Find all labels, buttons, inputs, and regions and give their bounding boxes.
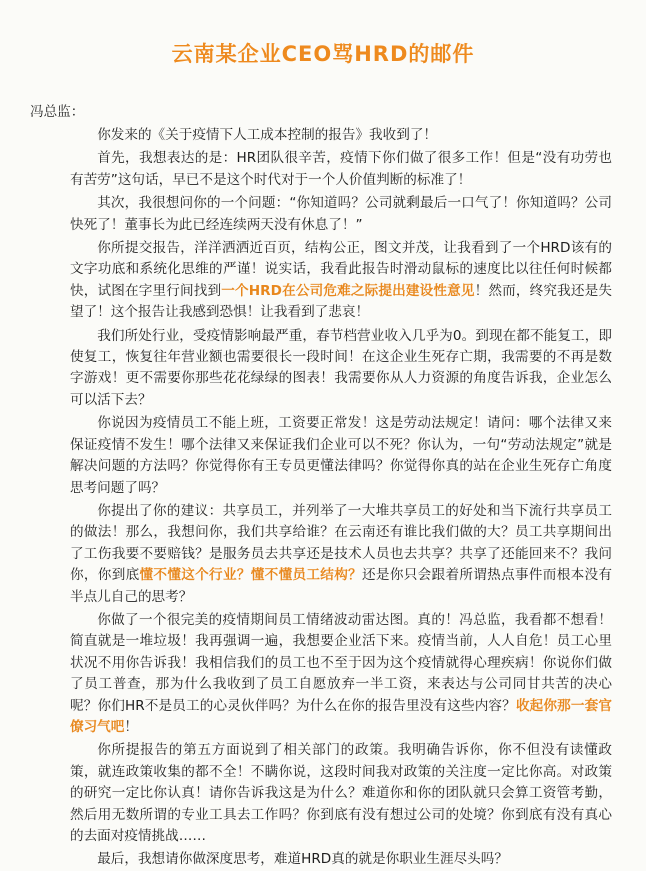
paragraph-9: 你所提报告的第五方面说到了相关部门的政策。我明确告诉你，你不但没有读懂政策，就连政策收集的都不全！不瞒你说，这段时间我对政策的关注度一定比你高。对政策的研究一定比你认真！请你告诉我这是为什么？难道你和你的团队就只会算工资管考勤，然后用无数所谓的专业工具去工作吗？你到底有没有想过公司的处境？你到底有没有真心的去面对疫情挑战…… [70, 742, 612, 844]
paragraph-10: 最后，我想请你做深度思考，难道HRD真的就是你职业生涯尽头吗？ [97, 851, 508, 868]
paragraph-2: 首先，我想表达的是：HR团队很辛苦，疫情下你们做了很多工作！但是“没有功劳也有苦劳”这句话，早已不是这个时代对于一个人价值判断的标准了！ [70, 150, 612, 188]
salutation: 冯总监： [30, 104, 85, 120]
page-title: 云南某企业CEO骂HRD的邮件 [171, 42, 475, 66]
highlight-text: 收起你那一套官僚习气吧 [70, 697, 613, 735]
paragraph-5: 我们所处行业，受疫情影响最严重，春节档营业收入几乎为0。到现在都不能复工，即使复工，恢复往年营业额也需要很长一段时间！在这企业生死存亡期，我需要的不再是数字游戏！更不需要你那些花花绿绿的图表！我需要你从人力资源的角度告诉我，企业怎么可以活下去？ [70, 327, 612, 408]
paragraph-7: 你提出了你的建议：共享员工，并列举了一大堆共享员工的好处和当下流行共享员工的做法！那么，我想问你，我们共享给谁？在云南还有谁比我们做的大？员工共享期间出了工伤我要不要赔钱？是服务员去共享还是技术人员也去共享？共享了还能回来不？我问你，你到底懂不懂这个行业？懂不懂员工结构？还是你只会跟着所谓热点事件而根本没有半点儿自己的思考？ [70, 502, 613, 605]
highlight-text: 懂不懂这个行业？懂不懂员工结构？ [139, 567, 363, 584]
highlight-text: 一个HRD在公司危难之际提出建设性意见 [221, 282, 475, 299]
paragraph-1: 你发来的《关于疫情下人工成本控制的报告》我收到了！ [97, 127, 438, 143]
paragraph-3: 其次，我很想问你的一个问题：“你知道吗？公司就剩最后一口气了！你知道吗？公司快死了！董事长为此已经连续两天没有休息了！” [70, 195, 612, 233]
paragraph-6: 你说因为疫情员工不能上班，工资要正常发！这是劳动法规定！请问：哪个法律又来保证疫情不发生！哪个法律又来保证我们企业可以不死？你认为，一句“劳动法规定”就是解决问题的方法吗？你觉得你有王专员更懂法律吗？你觉得你真的站在企业生死存亡角度思考问题了吗？ [70, 415, 612, 496]
paragraph-4: 你所提交报告，洋洋洒洒近百页，结构公正，图文并茂，让我看到了一个HRD该有的文字功底和系统化思维的严谨！说实话，我看此报告时滑动鼠标的速度比以往任何时候都快，试图在字里行间找到一个HRD在公司危难之际提出建设性意见！然而，终究我还是失望了！这个报告让我感到恐惧！让我看到了悲哀！ [70, 240, 613, 321]
paragraph-8: 你做了一个很完美的疫情期间员工情绪波动雷达图。真的！冯总监，我看都不想看！简直就是一堆垃圾！我再强调一遍，我想要企业活下来。疫情当前，人人自危！员工心里状况不用你告诉我！我相信我们的员工也不至于因为这个疫情就得心理疾病！你说你们做了员工普查，那为什么我收到了员工自愿放弃一半工资，来表达与公司同甘共苦的决心呢？你们HR不是员工的心灵伙伴吗？为什么在你的报告里没有这些内容？收起你那一套官僚习气吧！ [70, 611, 613, 735]
